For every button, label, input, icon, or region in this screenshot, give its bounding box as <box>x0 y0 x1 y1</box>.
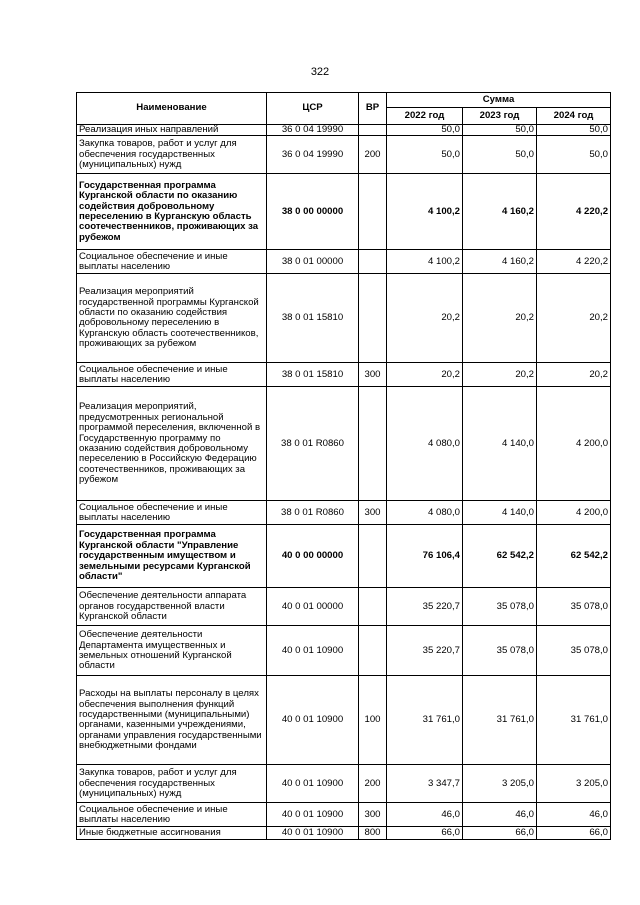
row-value-2024: 20,2 <box>537 274 611 363</box>
row-value-2022: 3 347,7 <box>387 765 463 803</box>
row-name: Социальное обеспечение и иные выплаты населению <box>77 501 267 525</box>
row-value-2023: 4 160,2 <box>463 174 537 250</box>
row-name: Государственная программа Курганской области по оказанию содействия добровольному переселению в Курганскую область соотечественников, проживающих за рубежом <box>77 174 267 250</box>
row-value-2022: 35 220,7 <box>387 626 463 676</box>
table-row <box>77 387 611 501</box>
row-vr <box>359 387 387 501</box>
header-csr: ЦСР <box>267 93 359 125</box>
budget-table <box>76 92 611 840</box>
row-value-2022: 4 080,0 <box>387 387 463 501</box>
row-vr: 200 <box>359 765 387 803</box>
table-row <box>77 588 611 626</box>
row-name: Иные бюджетные ассигнования <box>77 827 267 840</box>
row-value-2024: 50,0 <box>537 125 611 136</box>
row-value-2023: 20,2 <box>463 363 537 387</box>
row-value-2024: 62 542,2 <box>537 525 611 588</box>
table-body <box>77 125 611 840</box>
row-value-2024: 20,2 <box>537 363 611 387</box>
row-value-2022: 66,0 <box>387 827 463 840</box>
row-csr: 40 0 01 00000 <box>267 588 359 626</box>
row-name: Государственная программа Курганской области "Управление государственным имуществом и земельными ресурсами Курганской области" <box>77 525 267 588</box>
row-value-2024: 4 200,0 <box>537 501 611 525</box>
row-value-2024: 50,0 <box>537 136 611 174</box>
row-name: Обеспечение деятельности аппарата органов государственной власти Курганской области <box>77 588 267 626</box>
row-value-2023: 66,0 <box>463 827 537 840</box>
row-vr <box>359 125 387 136</box>
row-value-2022: 46,0 <box>387 803 463 827</box>
row-value-2024: 3 205,0 <box>537 765 611 803</box>
header-2023: 2023 год <box>463 108 537 125</box>
row-value-2022: 31 761,0 <box>387 676 463 765</box>
row-value-2024: 35 078,0 <box>537 588 611 626</box>
row-vr: 300 <box>359 363 387 387</box>
table-row <box>77 125 611 136</box>
table-row <box>77 250 611 274</box>
row-value-2023: 35 078,0 <box>463 588 537 626</box>
row-csr: 40 0 01 10900 <box>267 765 359 803</box>
row-vr: 300 <box>359 803 387 827</box>
header-name: Наименование <box>77 93 267 125</box>
row-value-2023: 62 542,2 <box>463 525 537 588</box>
row-csr: 38 0 01 00000 <box>267 250 359 274</box>
row-value-2023: 50,0 <box>463 136 537 174</box>
row-name: Социальное обеспечение и иные выплаты населению <box>77 363 267 387</box>
row-name: Расходы на выплаты персоналу в целях обеспечения выполнения функций государственными (муниципальными) органами, казенными учреждениями, органами управления государственными внебюджетными фондами <box>77 676 267 765</box>
row-vr <box>359 274 387 363</box>
row-value-2023: 4 160,2 <box>463 250 537 274</box>
row-vr: 100 <box>359 676 387 765</box>
row-name: Обеспечение деятельности Департамента имущественных и земельных отношений Курганской области <box>77 626 267 676</box>
row-csr: 38 0 00 00000 <box>267 174 359 250</box>
table-row <box>77 501 611 525</box>
row-value-2022: 50,0 <box>387 136 463 174</box>
table-row <box>77 765 611 803</box>
table-row <box>77 626 611 676</box>
table-row <box>77 676 611 765</box>
row-vr <box>359 250 387 274</box>
row-value-2023: 4 140,0 <box>463 501 537 525</box>
row-csr: 40 0 01 10900 <box>267 626 359 676</box>
row-name: Закупка товаров, работ и услуг для обеспечения государственных (муниципальных) нужд <box>77 765 267 803</box>
row-value-2024: 35 078,0 <box>537 626 611 676</box>
table-row <box>77 827 611 840</box>
row-value-2024: 4 220,2 <box>537 250 611 274</box>
row-vr: 800 <box>359 827 387 840</box>
row-csr: 38 0 01 15810 <box>267 363 359 387</box>
row-value-2024: 66,0 <box>537 827 611 840</box>
row-value-2023: 4 140,0 <box>463 387 537 501</box>
row-vr: 200 <box>359 136 387 174</box>
header-sum: Сумма <box>387 93 611 108</box>
row-value-2022: 50,0 <box>387 125 463 136</box>
row-name: Социальное обеспечение и иные выплаты населению <box>77 250 267 274</box>
row-value-2024: 46,0 <box>537 803 611 827</box>
row-csr: 40 0 00 00000 <box>267 525 359 588</box>
page-number: 322 <box>310 66 330 78</box>
row-value-2024: 4 220,2 <box>537 174 611 250</box>
row-csr: 38 0 01 R0860 <box>267 501 359 525</box>
row-csr: 36 0 04 19990 <box>267 136 359 174</box>
table-row <box>77 525 611 588</box>
row-name: Реализация мероприятий государственной программы Курганской области по оказанию содействия добровольному переселению в Курганскую область соотечественников, проживающих за рубежом <box>77 274 267 363</box>
row-csr: 40 0 01 10900 <box>267 803 359 827</box>
row-value-2024: 4 200,0 <box>537 387 611 501</box>
row-value-2023: 46,0 <box>463 803 537 827</box>
row-value-2023: 31 761,0 <box>463 676 537 765</box>
row-value-2022: 35 220,7 <box>387 588 463 626</box>
row-vr <box>359 174 387 250</box>
row-value-2022: 20,2 <box>387 274 463 363</box>
table-row <box>77 274 611 363</box>
table-row <box>77 174 611 250</box>
row-vr <box>359 626 387 676</box>
row-value-2022: 4 100,2 <box>387 174 463 250</box>
row-vr <box>359 588 387 626</box>
row-name: Реализация иных направлений <box>77 125 267 136</box>
table-row <box>77 136 611 174</box>
row-value-2022: 20,2 <box>387 363 463 387</box>
row-value-2022: 4 080,0 <box>387 501 463 525</box>
row-value-2023: 20,2 <box>463 274 537 363</box>
row-vr <box>359 525 387 588</box>
row-csr: 38 0 01 15810 <box>267 274 359 363</box>
header-2024: 2024 год <box>537 108 611 125</box>
header-2022: 2022 год <box>387 108 463 125</box>
row-csr: 40 0 01 10900 <box>267 827 359 840</box>
row-name: Закупка товаров, работ и услуг для обеспечения государственных (муниципальных) нужд <box>77 136 267 174</box>
row-value-2022: 76 106,4 <box>387 525 463 588</box>
row-value-2024: 31 761,0 <box>537 676 611 765</box>
table-row <box>77 363 611 387</box>
row-value-2023: 50,0 <box>463 125 537 136</box>
row-name: Социальное обеспечение и иные выплаты населению <box>77 803 267 827</box>
table-row <box>77 803 611 827</box>
header-vr: ВР <box>359 93 387 125</box>
row-csr: 40 0 01 10900 <box>267 676 359 765</box>
row-value-2023: 3 205,0 <box>463 765 537 803</box>
row-csr: 38 0 01 R0860 <box>267 387 359 501</box>
row-vr: 300 <box>359 501 387 525</box>
row-csr: 36 0 04 19990 <box>267 125 359 136</box>
row-name: Реализация мероприятий, предусмотренных региональной программой переселения, включенной в Государственную программу по оказанию содействия добровольному переселению в Российскую Федерацию соотечественников, проживающих за рубежом <box>77 387 267 501</box>
row-value-2022: 4 100,2 <box>387 250 463 274</box>
row-value-2023: 35 078,0 <box>463 626 537 676</box>
